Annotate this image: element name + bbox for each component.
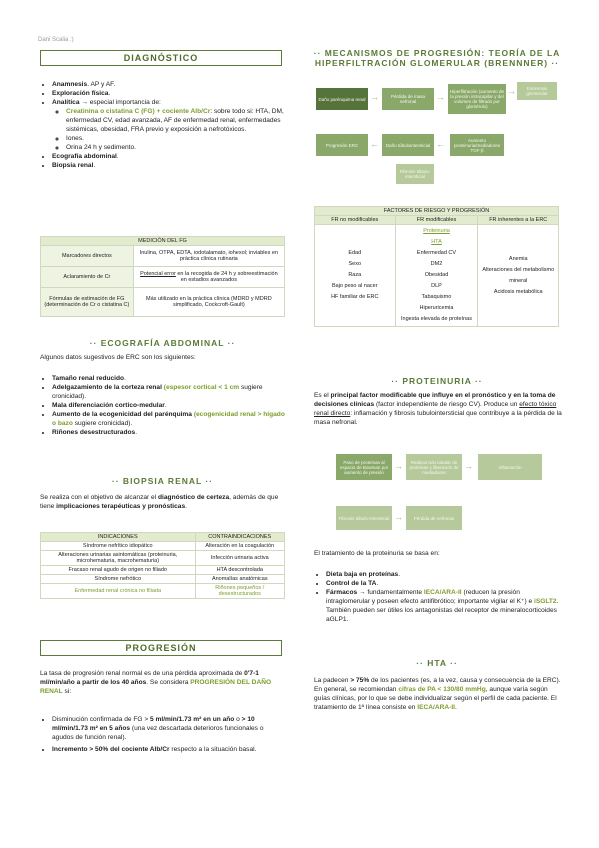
th-indicaciones: INDICACIONES [41, 533, 196, 542]
table-row: Aclaramiento de Cr Potencial error en la recogida de 24 h y sobreestimación en estadios avanzados [41, 267, 285, 288]
proteinuria-diagram [336, 454, 546, 540]
arrow-icon: → [436, 92, 445, 102]
biopsia-header: ·· BIOPSIA RENAL ·· [111, 476, 214, 486]
diag-item: • Ecografía abdominal. [52, 152, 285, 161]
arrow-icon: → [370, 92, 379, 102]
flow-box: Progresión ERC [316, 134, 368, 156]
flow-box: Fibrosis túbulo-intersticial [336, 506, 392, 530]
flow-box: Fibrosis túbulo-intersticial [396, 164, 434, 184]
medicion-fg-table [40, 236, 285, 317]
arrow-icon: → [394, 512, 403, 522]
author-note: Dani Scalia :) [38, 37, 74, 43]
diag-subitem: ◦ Orina 24 h y sedimento. [66, 143, 285, 152]
eco-item: • Adelgazamiento de la corteza renal (espesor cortical < 1 cm sugiere cronicidad). [52, 383, 285, 401]
eco-item: • Tamaño renal reducido. [52, 374, 285, 383]
mecanismos-diagram [314, 82, 559, 194]
progresion-list [40, 715, 285, 754]
table-row: Síndrome nefrítico idiopático Alteración en la coagulación [41, 542, 285, 551]
arrow-icon: → [507, 86, 516, 96]
th-contraindicaciones: CONTRAINDICACIONES [195, 533, 284, 542]
table-row: Fracaso renal agudo de origen no filiado HTA descontrolada [41, 566, 285, 575]
fr-col-modificables: Proteinuria HTA Enfermedad CV DM2 Obesidad DLP Tabaquismo Hiperuricemia Ingesta elevada de proteínas [395, 225, 478, 327]
factores-riesgo-table: FACTORES DE RIESGO Y PROGRESIÓN FR no modificables FR modificables FR inherentes a la ERC Edad Sexo Raza Bajo peso al nacer HF familiar de ERC Proteinuria HTA Enfermedad CV DM2 Obesidad DLP Tabaquismo Hiperuricemia Ingesta elevada de proteínas Anemia Alteraciones del metabolismo mineral Acidosis metabólica [314, 206, 559, 327]
table-row: Síndrome nefrótico Anomalías anatómicas [41, 575, 285, 584]
diag-item: • Exploración física. [52, 89, 285, 98]
ecografia-intro: Algunos datos sugestivos de ERC son los siguientes: [40, 354, 196, 361]
tratamiento-item: • Fármacos → fundamentalmente IECA/ARA-II (reducen la presión intraglomerular y poseen efecto antifibrótico; importante vigilar el K⁺) e iSGLT2. También pueden ser útiles los antagonistas del receptor de mineralocorticoides aGLP1. [326, 588, 562, 624]
diag-subitem: ◦ Creatinina o cistatina C (FG) + cociente Alb/Cr: sobre todo si: HTA, DM, enfermedad CV, edad avanzada, AF de enfermedad renal, enfermedades sistémicas, obesidad, FRA previo y exposición a nefrotóxicos. [66, 107, 285, 134]
diagnostico-header: DIAGNÓSTICO [40, 50, 282, 66]
flow-box: Inflamación [478, 454, 542, 480]
arrow-icon: → [394, 461, 403, 471]
eco-item: • Riñones desestructurados. [52, 428, 285, 437]
diag-item: • Anamnesis. AP y AF. [52, 80, 285, 89]
flow-box: Daño parénquima renal [316, 88, 368, 110]
eco-item: • Mala diferenciación cortico-medular. [52, 401, 285, 410]
flow-box: Aumento proteinuria/mediadores TGF-β [450, 134, 504, 156]
table-header: FACTORES DE RIESGO Y PROGRESIÓN [315, 207, 559, 216]
prog-item: • Disminución confirmada de FG > 5 ml/min/1.73 m² en un año o > 10 ml/min/1.73 m² en 5 años (una vez descartada deterioros funcionales o agudos de función renal). [52, 715, 285, 742]
table-row: Alteraciones urinarias asintomáticas (proteinuria, microhematuria, macrohematuria) Infección urinaria activa [41, 551, 285, 566]
mecanismos-header: ·· MECANISMOS DE PROGRESIÓN: TEORÍA DE LA HIPERFILTRACIÓN GLOMERULAR (BRENNNER) ·· [313, 48, 561, 68]
table-row: Enfermedad renal crónica no filiada Riñones pequeños / desestructurados [41, 584, 285, 599]
diag-item: • Analítica → especial importancia de: ◦ Creatinina o cistatina C (FG) + cociente Alb/Cr: sobre todo si: HTA, DM, enfermedad CV, edad avanzada, AF de enfermedad renal, enfermedades sistémicas, obesidad, FRA previo y exposición a nefrotóxicos. ◦ Iones. ◦ Orina 24 h y sedimento. [52, 98, 285, 152]
diag-subitem: ◦ Iones. [66, 134, 285, 143]
flow-box: Daño túbulointersticial [382, 134, 434, 156]
ecografia-header: ·· ECOGRAFÍA ABDOMINAL ·· [89, 338, 236, 348]
diag-item: • Biopsia renal. [52, 161, 285, 170]
progresion-header: PROGRESIÓN [40, 640, 282, 656]
arrow-icon: ← [370, 139, 379, 149]
proteinuria-header: ·· PROTEINURIA ·· [391, 376, 483, 386]
flow-box: Paso de proteínas al espacio de Bowman por aumento de presión [336, 454, 392, 480]
table-header: MEDICIÓN DEL FG [41, 237, 285, 246]
tratamiento-item: • Dieta baja en proteínas. [326, 570, 562, 579]
flow-box: Esclerosis glomerular [517, 82, 557, 100]
fr-col-inherentes: Anemia Alteraciones del metabolismo mineral Acidosis metabólica [478, 225, 559, 327]
table-row: Fórmulas de estimación de FG (determinación de Cr o cistatina C) Más utilizado en la práctica clínica (MDRD y MDRD simplificado, Cockcroft-Gault) [41, 288, 285, 317]
flow-box: Reabsorción tubular de proteínas y liberación de mediadores [406, 454, 462, 480]
arrow-icon: → [464, 461, 473, 471]
fr-col-no-modificables: Edad Sexo Raza Bajo peso al nacer HF familiar de ERC [315, 225, 396, 327]
hta-text: La padecen > 75% de los pacientes (es, a la vez, causa y consecuencia de la ERC). En general, se recomiendan cifras de PA < 130/80 mmHg, aunque varía según guías clínicas, por lo que se debe individualizar según el perfil de cada paciente. El tratamiento de 1ª línea consiste en IECA/ARA-II. [314, 677, 561, 711]
tratamiento-list [314, 570, 562, 624]
hta-header: ·· HTA ·· [416, 658, 458, 668]
eco-item: • Aumento de la ecogenicidad del parénquima (ecogenicidad renal > hígado o bazo sugiere cronicidad). [52, 410, 285, 428]
flow-box: Pérdida de masa nefronal [382, 88, 434, 110]
diagnostico-list [40, 80, 285, 170]
flow-box: Pérdida de nefronas [406, 506, 462, 530]
biopsia-table [40, 532, 285, 599]
ecografia-list [40, 374, 285, 437]
proteinuria-text: Es el principal factor modificable que influye en el pronóstico y en la toma de decisiones clínicas (factor independiente de riesgo CV). Produce un efecto tóxico renal directo: inflamación y fibrosis tubulointersticial que contribuye a la pérdida de la masa nefronal. [314, 392, 562, 426]
table-row: Marcadores directos Inulina, OTPA, EDTA, iodotalamato, iohexol; inviables en práctica clínica rutinaria [41, 246, 285, 267]
progresion-text: La tasa de progresión renal normal es de una pérdida aproximada de 0'7-1 ml/min/año a partir de los 40 años. Se considera PROGRESIÓN DEL DAÑO RENAL si: [40, 670, 272, 695]
table-row [315, 225, 559, 327]
tratamiento-item: • Control de la TA. [326, 579, 562, 588]
biopsia-intro: Se realiza con el objetivo de alcanzar el diagnóstico de certeza, además de que tiene implicaciones terapéuticas y pronósticas. [40, 494, 279, 510]
arrow-icon: ← [436, 139, 445, 149]
prog-item: • Incremento > 50% del cociente Alb/Cr respecto a la situación basal. [52, 745, 285, 754]
tratamiento-intro: El tratamiento de la proteinuria se basa en: [314, 550, 440, 557]
flow-box: Hiperfiltración (aumento de la presión intracapilar y del volumen de filtrado por glomérulo) [448, 84, 506, 114]
